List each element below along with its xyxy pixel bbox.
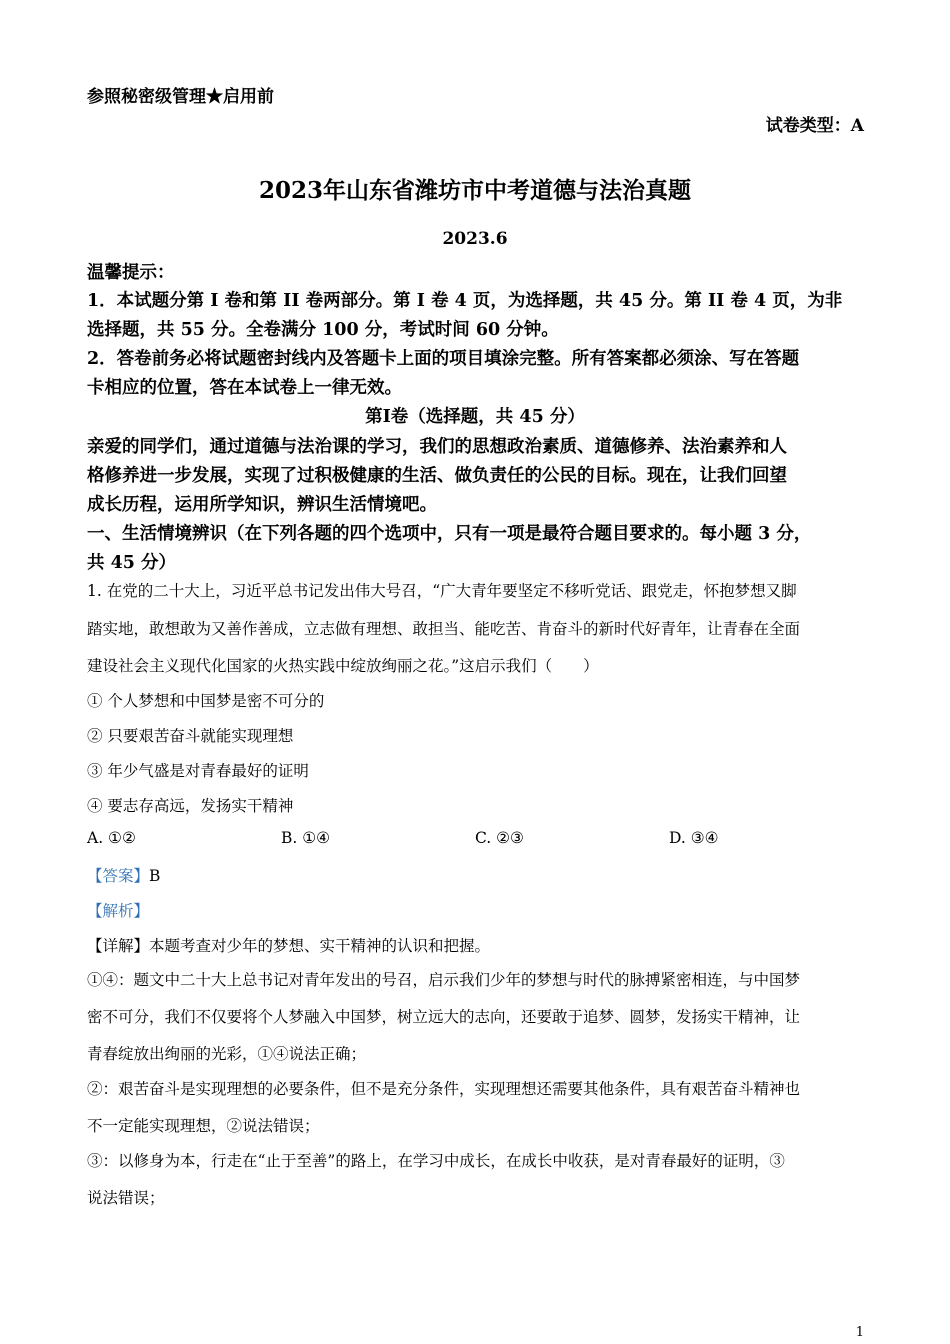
option-c: C. ②③ <box>475 829 524 847</box>
statement-1: ① 个人梦想和中国梦是密不可分的 <box>87 692 325 710</box>
explanation-2-line-1: ②：艰苦奋斗是实现理想的必要条件，但不是充分条件，实现理想还需要其他条件，具有艰苦奋斗精神也 <box>87 1080 801 1098</box>
detail-line: 【详解】本题考查对少年的梦想、实干精神的认识和把握。 <box>87 937 491 955</box>
question-1-stem-line-2: 踏实地，敢想敢为又善作善成，立志做有理想、敢担当、能吃苦、肯奋斗的新时代好青年，让青春在全面 <box>87 620 801 638</box>
paper-type-label: 试卷类型：A <box>765 116 864 136</box>
notice-item-1-line-1: 1．本试题分第 I 卷和第 II 卷两部分。第 I 卷 4 页，为选择题，共 45 分。第 II 卷 4 页，为非 <box>87 291 843 311</box>
answer-value: B <box>149 867 161 885</box>
answer-line <box>87 864 160 886</box>
notice-heading: 温馨提示： <box>87 263 175 283</box>
option-d: D. ③④ <box>669 829 719 847</box>
intro-line-2: 格修养进一步发展，实现了过积极健康的生活、做负责任的公民的目标。现在，让我们回望 <box>87 466 787 486</box>
statement-2: ② 只要艰苦奋斗就能实现理想 <box>87 727 294 745</box>
question-1-stem-line-3: 建设社会主义现代化国家的火热实践中绽放绚丽之花。”这启示我们（ ） <box>87 657 599 675</box>
explanation-3-line-1: ③：以修身为本，行走在“止于至善”的路上，在学习中成长，在成长中收获，是对青春最好的证明，③ <box>87 1152 785 1170</box>
option-a: A. ①② <box>87 829 136 847</box>
statement-3: ③ 年少气盛是对青春最好的证明 <box>87 762 309 780</box>
section-heading-line-1: 一、生活情境辨识（在下列各题的四个选项中，只有一项是最符合题目要求的。每小题 3 分， <box>87 524 812 544</box>
analysis-tag: 【解析】 <box>87 902 150 920</box>
notice-item-2-line-1: 2．答卷前务必将试题密封线内及答题卡上面的项目填涂完整。所有答案都必须涂、写在答题 <box>87 349 800 369</box>
notice-item-2-line-2: 卡相应的位置，答在本试卷上一律无效。 <box>87 378 402 398</box>
intro-line-3: 成长历程，运用所学知识，辨识生活情境吧。 <box>87 495 437 515</box>
exam-date: 2023.6 <box>442 229 508 249</box>
explanation-1-line-2: 密不可分，我们不仅要将个人梦融入中国梦，树立远大的志向，还要敢于追梦、圆梦，发扬实干精神，让 <box>87 1008 801 1026</box>
section-heading-line-2: 共 45 分） <box>87 553 177 573</box>
volume-title: 第Ⅰ卷（选择题，共 45 分） <box>365 407 585 427</box>
notice-item-1-line-2: 选择题，共 55 分。全卷满分 100 分，考试时间 60 分钟。 <box>87 320 559 340</box>
secrecy-label: 参照秘密级管理★启用前 <box>87 87 274 107</box>
page-number: 1 <box>855 1325 864 1340</box>
question-1-stem-line-1: 1. 在党的二十大上，习近平总书记发出伟大号召，“广大青年要坚定不移听党话、跟党走，怀抱梦想又脚 <box>87 582 797 600</box>
explanation-1-line-1: ①④：题文中二十大上总书记对青年发出的号召，启示我们少年的梦想与时代的脉搏紧密相连，与中国梦 <box>87 971 801 989</box>
page-title: 2023年山东省潍坊市中考道德与法治真题 <box>258 177 691 204</box>
answer-tag: 【答案】 <box>87 867 150 885</box>
explanation-1-line-3: 青春绽放出绚丽的光彩，①④说法正确； <box>87 1045 367 1063</box>
option-b: B. ①④ <box>281 829 331 847</box>
explanation-2-line-2: 不一定能实现理想，②说法错误； <box>87 1117 320 1135</box>
statement-4: ④ 要志存高远，发扬实干精神 <box>87 797 294 815</box>
explanation-3-line-2: 说法错误； <box>87 1189 165 1207</box>
intro-line-1: 亲爱的同学们，通过道德与法治课的学习，我们的思想政治素质、道德修养、法治素养和人 <box>87 437 787 457</box>
